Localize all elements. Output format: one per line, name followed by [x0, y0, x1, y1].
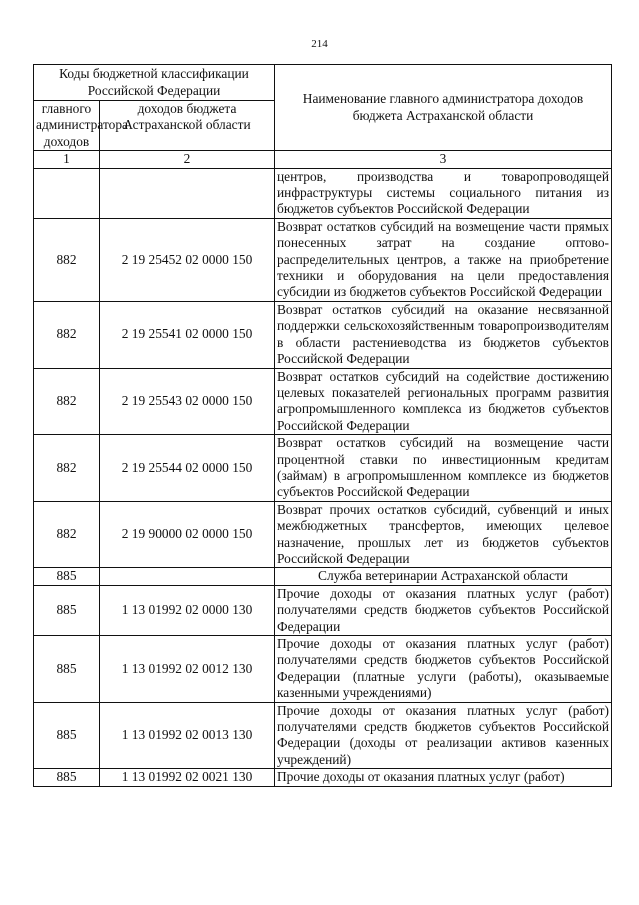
name-cell: Возврат остатков субсидий на оказание несвязанной поддержки сельскохозяйственным товаропроизводителям в области растениеводства из бюджетов субъектов Российской Федерации [275, 301, 612, 368]
budget-code-cell [100, 168, 275, 218]
table-row [34, 301, 612, 368]
table-row [34, 168, 612, 218]
admin-code-cell: 885 [34, 702, 100, 769]
budget-classification-table [33, 64, 612, 787]
budget-code-cell: 2 19 90000 02 0000 150 [100, 501, 275, 568]
page-number: 214 [311, 38, 328, 50]
admin-code-cell [34, 168, 100, 218]
admin-code-cell: 885 [34, 769, 100, 786]
admin-code-cell: 882 [34, 435, 100, 502]
name-cell: Прочие доходы от оказания платных услуг (работ) получателями средств бюджетов субъектов Российской Федерации [275, 585, 612, 635]
budget-code-cell: 1 13 01992 02 0013 130 [100, 702, 275, 769]
admin-code-cell: 882 [34, 218, 100, 301]
header-admin-column: главного администратора доходов [34, 101, 100, 151]
budget-code-cell: 1 13 01992 02 0012 130 [100, 636, 275, 703]
name-cell: Прочие доходы от оказания платных услуг (работ) получателями средств бюджетов субъектов Российской Федерации (платные услуги (работы), оказываемые казенными учреждениями) [275, 636, 612, 703]
name-cell: Возврат остатков субсидий на возмещение части процентной ставки по инвестиционным кредитам (займам) в агропромышленном комплексе из бюджетов субъектов Российской Федерации [275, 435, 612, 502]
name-cell: Возврат остатков субсидий на возмещение части прямых понесенных затрат на создание оптово-распределительных центров, а также на приобретение техники и оборудования на цели предоставления субсидии из бюджетов субъектов Российской Федерации [275, 218, 612, 301]
name-cell: центров, производства и товаропроводящей инфраструктуры системы социального питания из бюджетов субъектов Российской Федерации [275, 168, 612, 218]
table-row [34, 368, 612, 435]
name-cell: Служба ветеринарии Астраханской области [275, 568, 612, 585]
table-row [34, 568, 612, 585]
table-row [34, 435, 612, 502]
budget-code-cell: 2 19 25543 02 0000 150 [100, 368, 275, 435]
name-cell: Возврат остатков субсидий на содействие достижению целевых показателей региональных программ развития агропромышленного комплекса из бюджетов субъектов Российской Федерации [275, 368, 612, 435]
header-name-column: Наименование главного администратора доходов бюджета Астраханской области [275, 65, 612, 151]
budget-code-cell: 1 13 01992 02 0021 130 [100, 769, 275, 786]
budget-code-cell: 1 13 01992 02 0000 130 [100, 585, 275, 635]
admin-code-cell: 882 [34, 301, 100, 368]
column-number-1: 1 [34, 151, 100, 168]
name-cell: Возврат прочих остатков субсидий, субвенций и иных межбюджетных трансфертов, имеющих целевое назначение, прошлых лет из бюджетов субъектов Российской Федерации [275, 501, 612, 568]
table-row [34, 501, 612, 568]
admin-code-cell: 882 [34, 368, 100, 435]
table-row [34, 702, 612, 769]
admin-code-cell: 885 [34, 568, 100, 585]
admin-code-cell: 885 [34, 585, 100, 635]
admin-code-cell: 885 [34, 636, 100, 703]
header-group-title: Коды бюджетной классификации Российской Федерации [34, 65, 275, 101]
header-code-column: доходов бюджета Астраханской области [100, 101, 275, 151]
admin-code-cell: 882 [34, 501, 100, 568]
budget-code-cell [100, 568, 275, 585]
column-number-2: 2 [100, 151, 275, 168]
budget-code-cell: 2 19 25544 02 0000 150 [100, 435, 275, 502]
budget-code-cell: 2 19 25452 02 0000 150 [100, 218, 275, 301]
table-row [34, 218, 612, 301]
table-row [34, 636, 612, 703]
table-row [34, 769, 612, 786]
name-cell: Прочие доходы от оказания платных услуг (работ) получателями средств бюджетов субъектов Российской Федерации (доходы от реализации активов казенных учреждений) [275, 702, 612, 769]
table-row [34, 585, 612, 635]
budget-code-cell: 2 19 25541 02 0000 150 [100, 301, 275, 368]
column-number-3: 3 [275, 151, 612, 168]
name-cell: Прочие доходы от оказания платных услуг (работ) [275, 769, 612, 786]
